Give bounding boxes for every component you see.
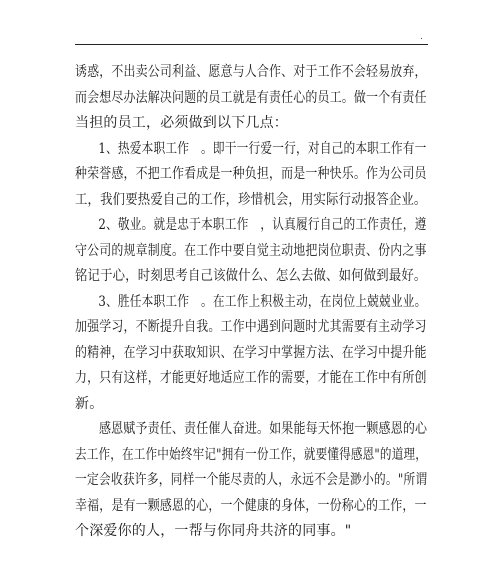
header-rule [75,44,428,45]
text-line: 一定会收获许多，同样一个能尽责的人，永远不会是渺小的。"所谓 [75,472,428,488]
text-line: 诱惑，不出卖公司利益、愿意与人合作、对于工作不会轻易放弃， [75,64,427,80]
text-line: 铭记于心，时刻思考自己该做什么、怎么去做、如何做到最好。 [75,268,427,284]
text-line: 当担的员工，必须做到以下几点： [75,115,288,131]
text-line: 去工作，在工作中始终牢记"拥有一份工作，就要懂得感恩"的道理， [75,446,427,463]
paragraph-gratitude [75,417,428,545]
text-line: 2、敬业。就是忠于本职工作 ，认真履行自己的工作责任，遵 [98,217,427,233]
paragraph-point-2 [75,213,428,290]
text-line: 力，只有这样，才能更好地适应工作的需要，才能在工作中有所创 [75,370,427,386]
text-line: 幸福，是有一颗感恩的心，一个健康的身体，一份称心的工作，一 [75,497,427,514]
text-line: 工，我们要热爱自己的工作，珍惜机会，用实际行动报答企业。 [75,191,427,208]
text-line: 守公司的规章制度。在工作中要自觉主动地把岗位职责、份内之事 [75,242,427,259]
text-line: 个深爱你的人，一帮与你同舟共济的同事。" [75,523,352,539]
text-line: 3、胜任本职工作 。在工作上积极主动，在岗位上兢兢业业。 [98,293,427,310]
text-line: 加强学习，不断提升自我。工作中遇到问题时尤其需要有主动学习 [75,319,427,335]
text-line: 1、热爱本职工作 。即干一行爱一行，对自己的本职工作有一 [98,140,427,157]
document-body [75,60,428,545]
header-mark: . [420,32,423,42]
paragraph-intro [75,60,428,137]
text-line: 感恩赋予责任、责任催人奋进。如果能每天怀抱一颗感恩的心 [98,421,428,437]
paragraph-point-3 [75,290,428,418]
text-line: 种荣誉感，不把工作看成是一种负担，而是一种快乐。作为公司员 [75,166,427,182]
text-line: 新。 [75,395,104,412]
text-line: 而会想尽办法解决问题的员工就是有责任心的员工。做一个有责任 [75,89,427,106]
text-line: 的精神，在学习中获取知识、在学习中掌握方法、在学习中提升能 [75,344,427,361]
paragraph-point-1 [75,137,428,214]
